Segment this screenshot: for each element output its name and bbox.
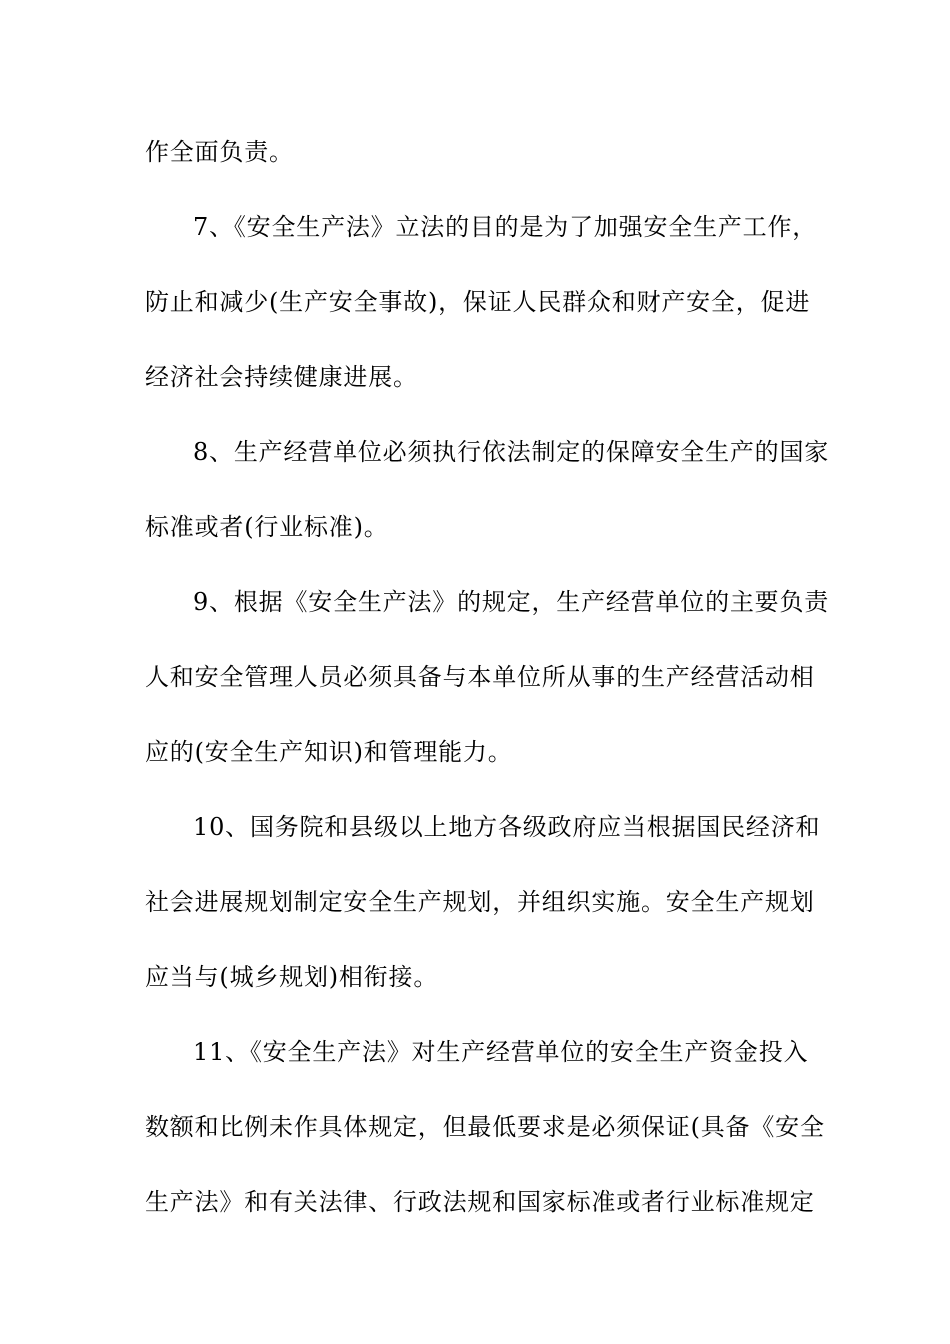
item-9-line-2: 人和安全管理人员必须具备与本单位所从事的生产经营活动相 <box>145 663 815 691</box>
item-7-line-1: 7、《安全生产法》立法的目的是为了加强安全生产工作， <box>193 213 818 241</box>
item-8-line-2: 标准或者(行业标准)。 <box>145 513 389 541</box>
item-10-line-3: 应当与(城乡规划)相衔接。 <box>145 963 439 991</box>
item-9-line-1: 9、根据《安全生产法》的规定，生产经营单位的主要负责 <box>193 588 830 616</box>
item-10-line-2: 社会进展规划制定安全生产规划，并组织实施。安全生产规划 <box>145 888 815 916</box>
item-8-line-1: 8、生产经营单位必须执行依法制定的保障安全生产的国家 <box>193 438 830 466</box>
item-10-line-1: 10、国务院和县级以上地方各级政府应当根据国民经济和 <box>193 813 821 841</box>
item-7-line-3: 经济社会持续健康进展。 <box>145 363 418 391</box>
item-11-line-3: 生产法》和有关法律、行政法规和国家标准或者行业标准规定 <box>145 1188 815 1216</box>
text-line-continuation: 作全面负责。 <box>145 138 294 166</box>
item-9-line-3: 应的(安全生产知识)和管理能力。 <box>145 738 513 766</box>
item-11-line-2: 数额和比例未作具体规定，但最低要求是必须保证(具备《安全 <box>145 1113 825 1141</box>
item-7-line-2: 防止和减少(生产安全事故)，保证人民群众和财产安全，促进 <box>145 288 811 316</box>
item-11-line-1: 11、《安全生产法》对生产经营单位的安全生产资金投入 <box>193 1038 809 1066</box>
